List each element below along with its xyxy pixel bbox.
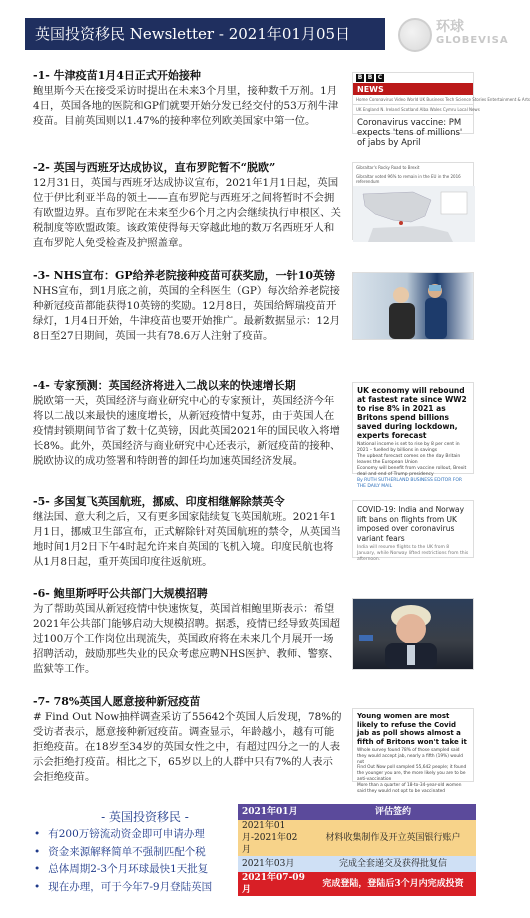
news-section-5 xyxy=(33,494,343,570)
vaccination-photo xyxy=(353,273,473,339)
section-body: 鲍里斯今天在接受采访时提出在未来3个月里，接种数千万剂。1月4日，英国各地的医院和GP们就要开始分发已经交付的53万剂牛津疫苗。目前英国则以1.47%的接种率位列欧美国家中第一位。 xyxy=(33,85,339,127)
news-section-3 xyxy=(33,268,343,344)
boris-photo-thumbnail[interactable] xyxy=(352,598,474,670)
article-headline: Young women are most likely to refuse the Covid jab as poll shows almost a fifth of Britons won't take it xyxy=(357,712,467,746)
footer-bullet-list xyxy=(34,826,234,896)
section-body: 继法国、意大利之后，又有更多国家陆续复飞英国航班。2021年1月1日，挪威卫生部宣布，正式解除针对英国航班的禁令，从英国当地时间1月2日下午4时起允许来自英国的飞机入境。印度民航也将从1月8日起，重开英国印度往返航班。 xyxy=(33,511,341,568)
table-row xyxy=(238,872,476,896)
globevisa-logo xyxy=(398,16,509,56)
table-cell-date: 2021年01月-2021年02月 xyxy=(238,820,310,856)
footer-bullet: • 有200万镑流动资金即可申请办理 xyxy=(34,826,234,844)
news-section-4 xyxy=(33,378,343,469)
news-section-6 xyxy=(33,586,343,677)
globe-icon xyxy=(398,18,432,52)
section-title: -3- NHS宣布：GP给养老院接种疫苗可获奖励，一针10英镑 xyxy=(33,269,335,282)
table-row xyxy=(238,856,476,872)
article-headline: UK economy will rebound at fastest rate since WW2 to rise 8% in 2021 as Britons spend billions saved during lockdown, experts forecast xyxy=(357,386,467,440)
article-bullet: Economy will benefit from vaccine rollout, Brexit deal and end of Trump presidency xyxy=(357,466,467,477)
flights-article-thumbnail[interactable] xyxy=(352,500,474,562)
news-section-1 xyxy=(33,68,343,129)
footer-bullet: • 总体周期2-3个月环球最快1天批复 xyxy=(34,861,234,879)
section-title: -2- 英国与西班牙达成协议，直布罗陀暂不“脱欧” xyxy=(33,161,276,174)
economy-article-thumbnail[interactable] xyxy=(352,382,474,489)
footer-title: - 英国投资移民 - xyxy=(101,810,189,824)
map-caption-2: Gibraltar voted 96% to remain in the EU in the 2016 referendum xyxy=(356,174,461,184)
section-title: -4- 专家预测：英国经济将进入二战以来的快速增长期 xyxy=(33,379,296,392)
section-body: 为了帮助英国从新冠疫情中快速恢复，英国首相鲍里斯表示：希望2021年公共部门能够启动大规模招聘。据悉，疫情已经导致英国超过100万个工作岗位出现流失，英国政府将在未来几个月展开一场招聘活动，鼓励那些失业的民众考虑应聘NHS医护、教师、警察、监狱等工作。 xyxy=(33,603,340,675)
section-body: 脱欧第一天，英国经济与商业研究中心的专家预计，英国经济今年将以二战以来最快的速度增长，从新冠疫情中复苏，由于英国人在疫情封锁期间节省了数十亿英镑，因此英国2021年的国民收入将增长8%。此外，英国经济与商业研究中心还表示，新冠疫苗的接种、脱欧协议的成功签署和特朗普的卸任均加速英国经济发展。 xyxy=(33,395,341,467)
bbc-logo: B B C xyxy=(353,73,473,83)
bbc-news-banner: NEWS xyxy=(353,83,473,95)
newsletter-title: 英国投资移民 Newsletter - 2021年01月05日 xyxy=(25,18,385,50)
article-bullet: Find Out Now poll sampled 55,642 people; it found the younger you are, the more likely you are to be anti-vaccination xyxy=(357,765,467,782)
bbc-news-thumbnail[interactable] xyxy=(352,72,530,148)
article-bullet: More than a quarter of 18-to-34-year-old women said they would not opt to be vaccinated xyxy=(357,782,462,794)
section-title: -6- 鲍里斯呼吁公共部门大规模招聘 xyxy=(33,587,208,600)
map-shape xyxy=(353,186,475,242)
gibraltar-map-thumbnail[interactable] xyxy=(352,162,474,240)
bbc-headline: Coronavirus vaccine: PM expects 'tens of millions' of jabs by April xyxy=(357,118,463,148)
article-headline: COVID-19: India and Norway lift bans on flights from UK imposed over coronavirus variant fears xyxy=(357,505,465,543)
vaccination-photo-thumbnail[interactable] xyxy=(352,272,474,340)
table-cell-date: 2021年03月 xyxy=(238,856,310,872)
article-byline: By RUTH SUTHERLAND BUSINESS EDITOR FOR THE DAILY MAIL xyxy=(357,478,463,489)
logo-en-text: GLOBEVISA xyxy=(436,35,509,46)
table-header-cell: 2021年01月 xyxy=(238,804,310,820)
bbc-subnav: UK England N. Ireland Scotland Alba Wales Cymru Local News xyxy=(353,105,473,115)
section-title: -1- 牛津疫苗1月4日正式开始接种 xyxy=(33,69,201,82)
section-title: -5- 多国复飞英国航班，挪威、印度相继解除禁英令 xyxy=(33,495,285,508)
table-header-row xyxy=(238,804,476,820)
footer-bullet: • 资金来源解释简单不强制匹配个税 xyxy=(34,844,234,862)
table-cell-task: 材料收集制作及开立英国银行账户 xyxy=(310,820,476,856)
news-section-2 xyxy=(33,160,343,251)
map-graphic xyxy=(353,186,473,242)
table-cell-task: 完成登陆，登陆后3个月内完成投资 xyxy=(310,872,476,896)
article-bullet: The upbeat forecast comes on the day Britain leaves the European Union xyxy=(357,454,461,465)
section-body: 12月31日，英国与西班牙达成协议宣布，2021年1月1日起，英国位于伊比利亚半岛的领土——直布罗陀与西班牙之间将暂时不会拥有欧盟边界。直布罗陀在未来至少6个月之内会继续执行申根区、关税制度等欧盟政策。该政策使得每天穿越此地的数万名西班牙人和直布罗陀人免受检查及护照盖章。 xyxy=(33,177,341,249)
table-row xyxy=(238,820,476,856)
timeline-table xyxy=(238,804,476,896)
map-caption-1: Gibraltar's Rocky Road to Brexit xyxy=(356,165,420,170)
boris-photo xyxy=(353,599,473,669)
article-bullet: Whole survey found 78% of those sampled said they would accept jab, nearly a fifth (19%) would not xyxy=(357,748,464,765)
section-body: NHS宣布，到1月底之前，英国的全科医生（GP）每次给养老院接种新冠疫苗都能获得10英镑的奖励。12月8日，英国给辉瑞疫苗开绿灯，1月4日开始，牛津疫苗也要开始推广。最新数据显示：12月8日至27日期间，英国一共有78.6万人注射了疫苗。 xyxy=(33,285,340,342)
table-cell-date: 2021年07-09月 xyxy=(238,872,310,896)
footer-bullet: • 现在办理，可于今年7-9月登陆英国 xyxy=(34,879,234,897)
news-section-7 xyxy=(33,694,343,785)
article-bullet: National income is set to rise by 8 per cent in 2021 – fuelled by billions in savings xyxy=(357,442,460,453)
bbc-nav: Home Coronavirus Video World UK Business Tech Science Stories Entertainment & Arts xyxy=(353,95,473,105)
section-body: # Find Out Now抽样调查采访了55642个英国人后发现，78%的受访者表示，愿意接种新冠疫苗。调查显示，年龄越小，越有可能拒绝疫苗。在18岁至34岁的英国女性之中，有超过四分之一的人表示会拒绝打疫苗。相比之下，65岁以上的人群中只有7%的人表示会拒绝疫苗。 xyxy=(33,711,342,783)
table-header-cell: 评估签约 xyxy=(310,804,476,820)
article-subtitle: India will resume flights to the UK from 8 January, while Norway lifted restrictions from this afternoon. xyxy=(357,545,469,562)
logo-cn-text: 环球 xyxy=(436,19,464,35)
table-cell-task: 完成全套递交及获得批复信 xyxy=(310,856,476,872)
poll-article-thumbnail[interactable] xyxy=(352,708,474,794)
section-title: -7- 78%英国人愿意接种新冠疫苗 xyxy=(33,695,201,708)
